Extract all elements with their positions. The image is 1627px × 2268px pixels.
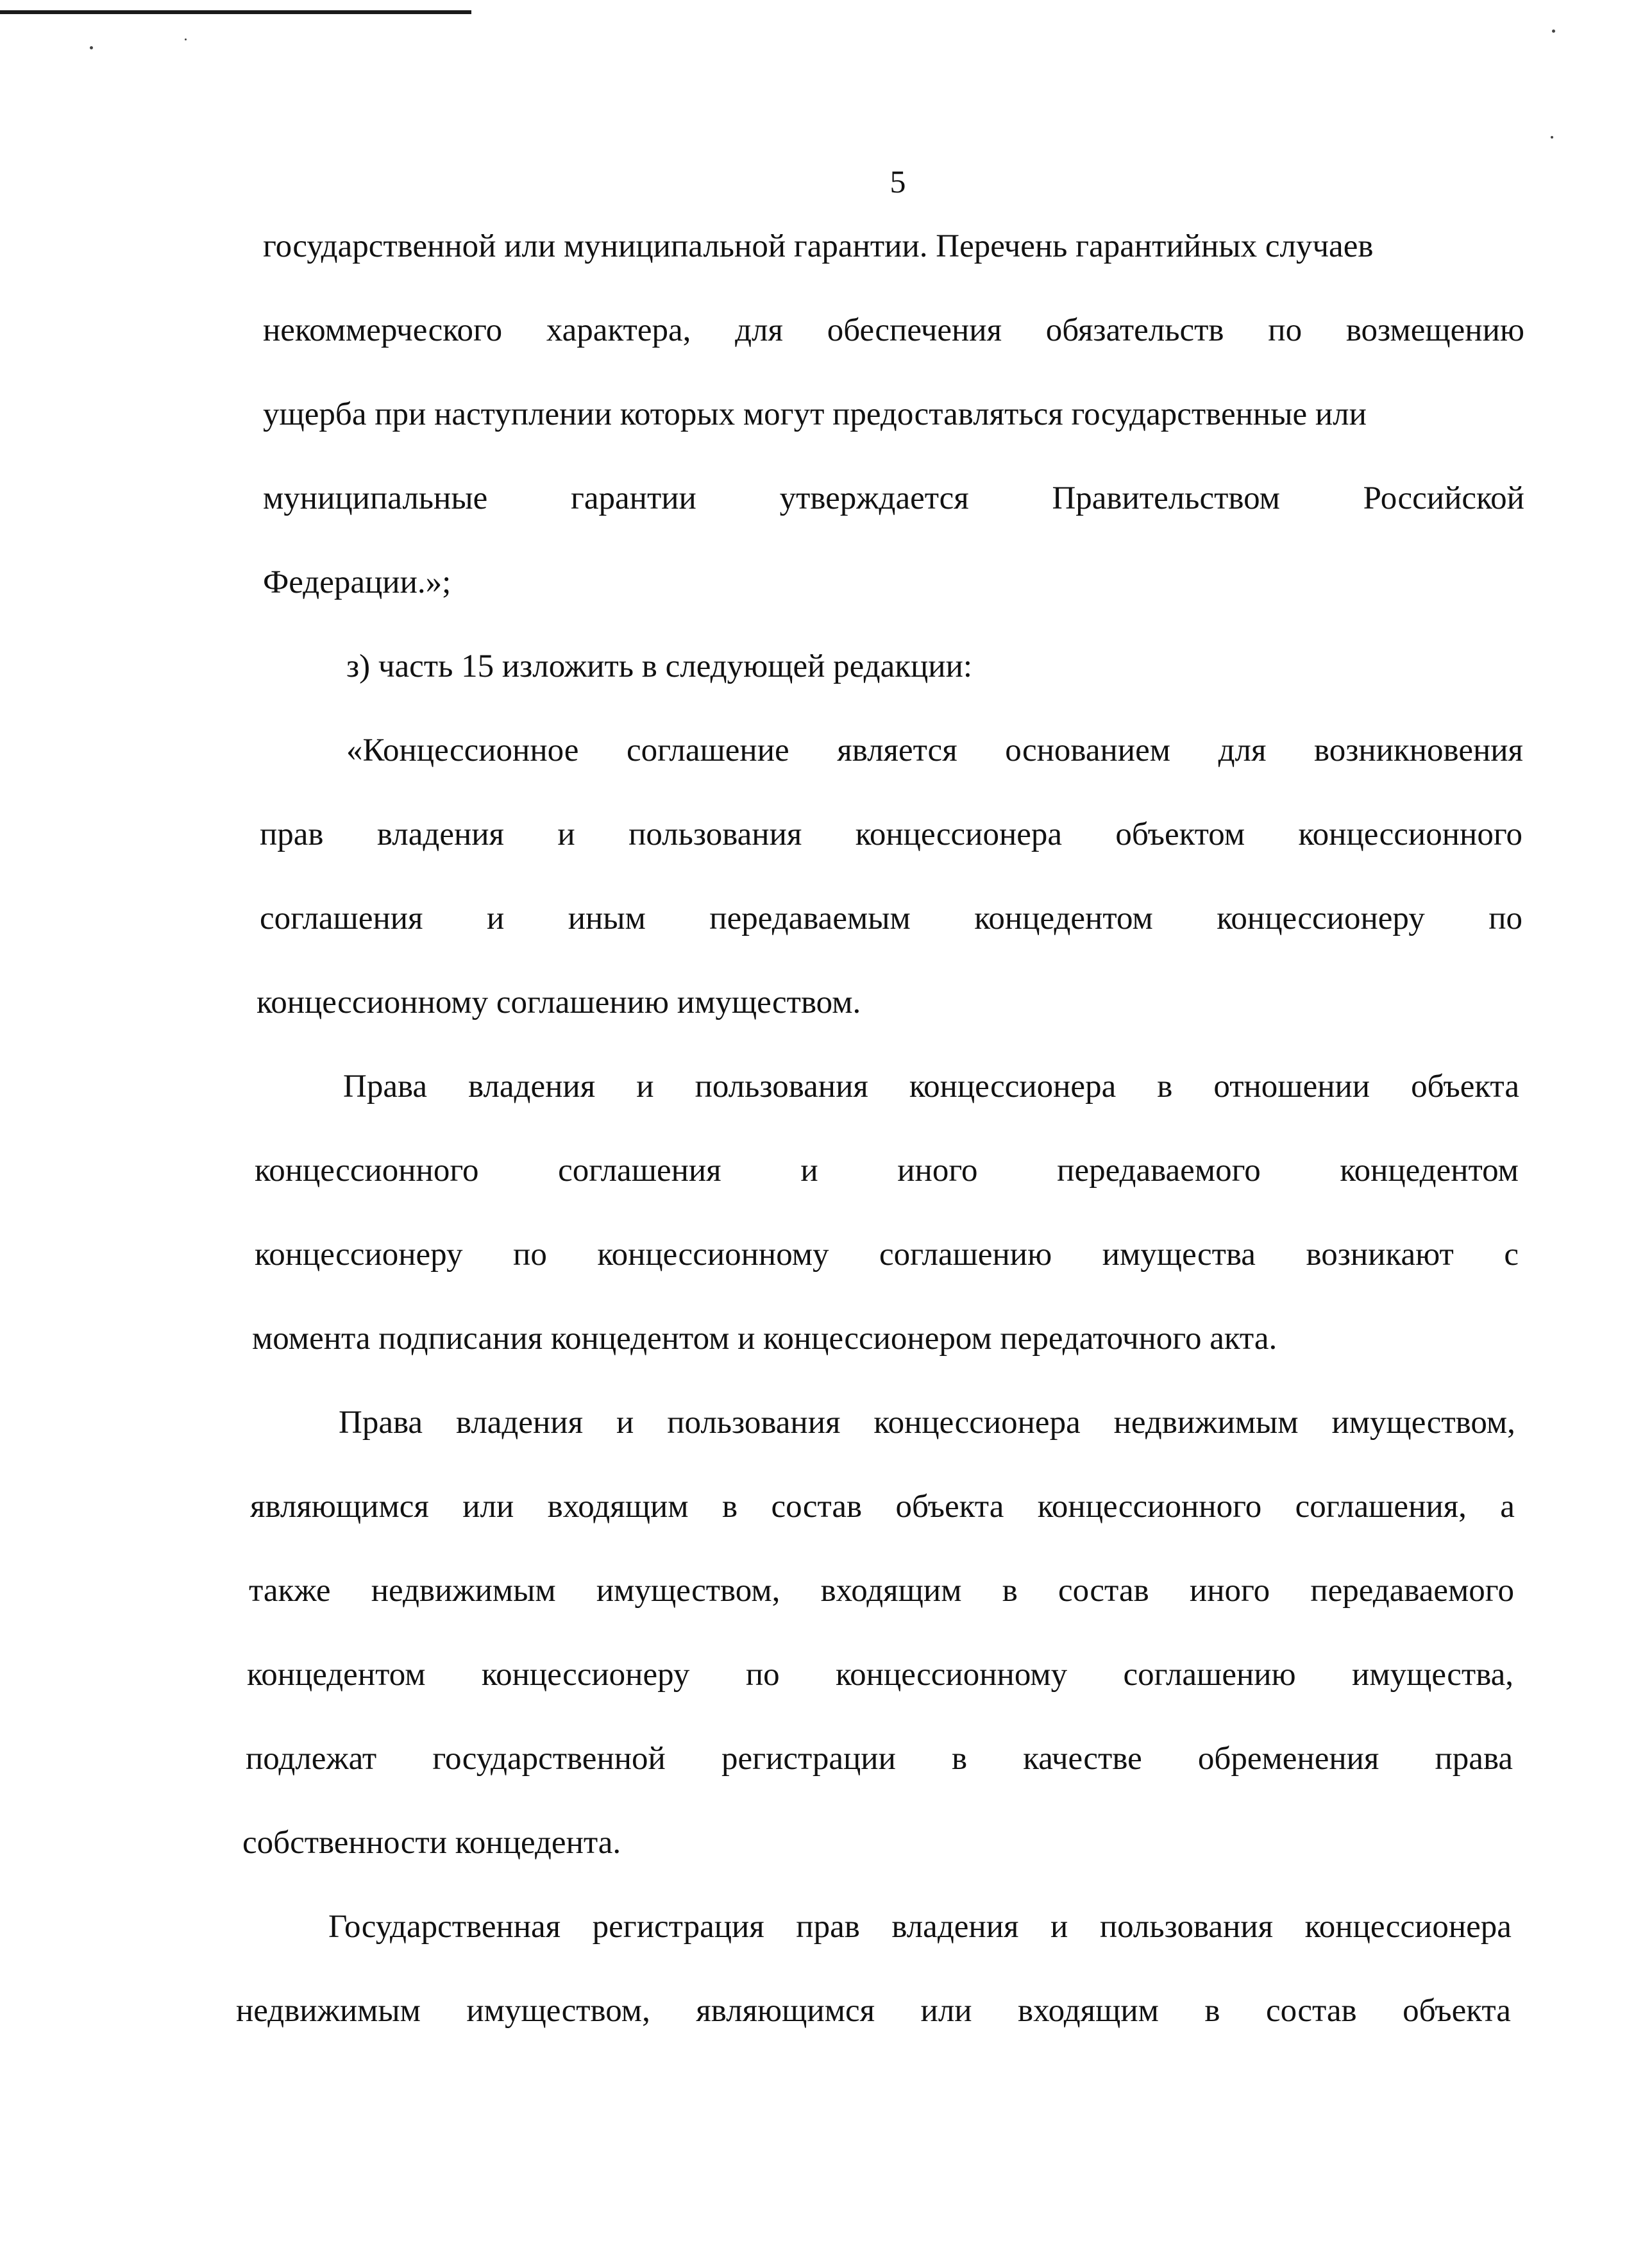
word: соглашению	[1123, 1657, 1296, 1693]
word: Государственная	[328, 1909, 561, 1945]
word: государственной	[432, 1741, 666, 1777]
word: состав	[1265, 1993, 1357, 2029]
word: возникновения	[1314, 732, 1523, 768]
word: характера,	[546, 312, 691, 348]
scan-artifact-dot	[1551, 136, 1553, 139]
word: концессионеру	[1217, 901, 1425, 936]
text-line	[263, 314, 1524, 347]
word: имуществом,	[596, 1573, 780, 1609]
word: имущества,	[1352, 1657, 1513, 1693]
word: пользования	[695, 1069, 868, 1104]
word: концессионера	[1304, 1909, 1512, 1945]
word: некоммерческого	[263, 312, 503, 348]
word: объекта	[1411, 1069, 1519, 1104]
scan-artifact-dot	[185, 38, 187, 40]
word: возникают	[1306, 1237, 1454, 1273]
text-line	[249, 1575, 1514, 1607]
text-line	[263, 482, 1524, 515]
word: в	[952, 1741, 968, 1777]
word: для	[1218, 732, 1267, 768]
word: пользования	[667, 1405, 841, 1441]
text-line	[255, 1239, 1519, 1271]
word: концессионного	[1298, 817, 1522, 852]
word: концессионному	[597, 1237, 829, 1273]
word: соглашения,	[1295, 1489, 1467, 1525]
word: концессионера	[855, 817, 1063, 852]
text-line	[343, 1071, 1519, 1103]
text-line: государственной или муниципальной гарантии. Перечень гарантийных случаев	[263, 228, 1374, 264]
word: владения	[891, 1909, 1019, 1945]
word: а	[1500, 1489, 1515, 1525]
word: являющимся	[696, 1993, 875, 2029]
word: по	[513, 1237, 547, 1273]
word: Права	[343, 1069, 428, 1104]
word: соглашения	[558, 1153, 721, 1189]
word: утверждается	[779, 480, 969, 516]
word: входящим	[1018, 1993, 1159, 2029]
word: «Концессионное	[346, 732, 579, 768]
word: передаваемого	[1057, 1153, 1261, 1189]
word: пользования	[1099, 1909, 1274, 1945]
scan-artifact-dot	[90, 46, 93, 49]
text-line	[236, 1995, 1511, 2027]
word: передаваемого	[1310, 1573, 1514, 1609]
word: регистрации	[721, 1741, 896, 1777]
word: владения	[376, 817, 505, 852]
text-line	[250, 1491, 1515, 1523]
word: и	[1050, 1909, 1068, 1945]
word: иным	[568, 901, 646, 936]
word: входящим	[547, 1489, 689, 1525]
word: качестве	[1023, 1741, 1142, 1777]
word: по	[1488, 901, 1522, 936]
word: иного	[897, 1153, 978, 1189]
word: соглашения	[260, 901, 423, 936]
text-line	[328, 1911, 1512, 1943]
word: передаваемым	[709, 901, 911, 936]
word: с	[1504, 1237, 1519, 1273]
word: муниципальные	[263, 480, 488, 516]
word: концедентом	[1340, 1153, 1519, 1189]
word: Правительством	[1052, 480, 1280, 516]
word: имуществом,	[1331, 1405, 1515, 1441]
word: объекта	[895, 1489, 1004, 1525]
word: по	[745, 1657, 780, 1693]
text-line	[247, 1659, 1513, 1691]
word: обременения	[1197, 1741, 1379, 1777]
word: права	[1435, 1741, 1513, 1777]
word: имуществом,	[466, 1993, 650, 2029]
text-line: концессионному соглашению имуществом.	[257, 985, 861, 1020]
word: концессионера	[909, 1069, 1117, 1104]
word: имущества	[1102, 1237, 1256, 1273]
word: недвижимым	[236, 1993, 421, 2029]
word: и	[616, 1405, 634, 1441]
text-line: собственности концедента.	[242, 1825, 621, 1861]
word: владения	[455, 1405, 584, 1441]
text-line: з) часть 15 изложить в следующей редакции:	[346, 648, 973, 684]
scan-artifact-dot	[1552, 30, 1555, 33]
word: входящим	[820, 1573, 962, 1609]
word: возмещению	[1345, 312, 1524, 348]
word: концедентом	[247, 1657, 426, 1693]
word: пользования	[628, 817, 802, 852]
word: также	[249, 1573, 331, 1609]
text-line: ущерба при наступлении которых могут предоставляться государственные или	[263, 396, 1367, 432]
word: подлежат	[246, 1741, 377, 1777]
text-line	[346, 734, 1523, 767]
word: обязательств	[1045, 312, 1224, 348]
word: являющимся	[250, 1489, 429, 1525]
word: гарантии	[570, 480, 696, 516]
text-line	[339, 1407, 1515, 1439]
word: концессионного	[255, 1153, 479, 1189]
word: концессионному	[835, 1657, 1068, 1693]
word: состав	[771, 1489, 863, 1525]
word: или	[920, 1993, 972, 2029]
word: Российской	[1363, 480, 1524, 516]
word: по	[1268, 312, 1302, 348]
word: иного	[1189, 1573, 1270, 1609]
word: для	[735, 312, 783, 348]
word: в	[1002, 1573, 1018, 1609]
word: обеспечения	[827, 312, 1002, 348]
word: концессионеру	[481, 1657, 690, 1693]
text-line	[260, 902, 1522, 935]
word: или	[462, 1489, 514, 1525]
word: владения	[468, 1069, 596, 1104]
word: состав	[1058, 1573, 1149, 1609]
word: в	[721, 1489, 738, 1525]
page-number: 5	[889, 164, 906, 199]
word: в	[1157, 1069, 1173, 1104]
word: и	[636, 1069, 654, 1104]
word: отношении	[1213, 1069, 1370, 1104]
text-line	[260, 818, 1522, 851]
word: недвижимым	[371, 1573, 556, 1609]
text-line: момента подписания концедентом и концессионером передаточного акта.	[252, 1321, 1277, 1357]
word: объекта	[1403, 1993, 1511, 2029]
word: основанием	[1005, 732, 1170, 768]
word: прав	[796, 1909, 860, 1945]
word: является	[837, 732, 957, 768]
text-line	[255, 1155, 1519, 1187]
word: Права	[339, 1405, 423, 1441]
word: концессионера	[873, 1405, 1081, 1441]
word: и	[557, 817, 575, 852]
text-line: Федерации.»;	[263, 564, 451, 600]
word: концессионного	[1037, 1489, 1262, 1525]
word: соглашению	[879, 1237, 1052, 1273]
word: прав	[260, 817, 324, 852]
word: соглашение	[626, 732, 789, 768]
word: объектом	[1115, 817, 1245, 852]
word: концессионеру	[255, 1237, 463, 1273]
word: регистрация	[592, 1909, 764, 1945]
word: и	[800, 1153, 818, 1189]
text-line	[246, 1743, 1513, 1775]
word: концедентом	[974, 901, 1153, 936]
word: в	[1204, 1993, 1220, 2029]
scan-artifact-rule	[0, 10, 471, 14]
word: недвижимым	[1113, 1405, 1299, 1441]
word: и	[486, 901, 505, 936]
